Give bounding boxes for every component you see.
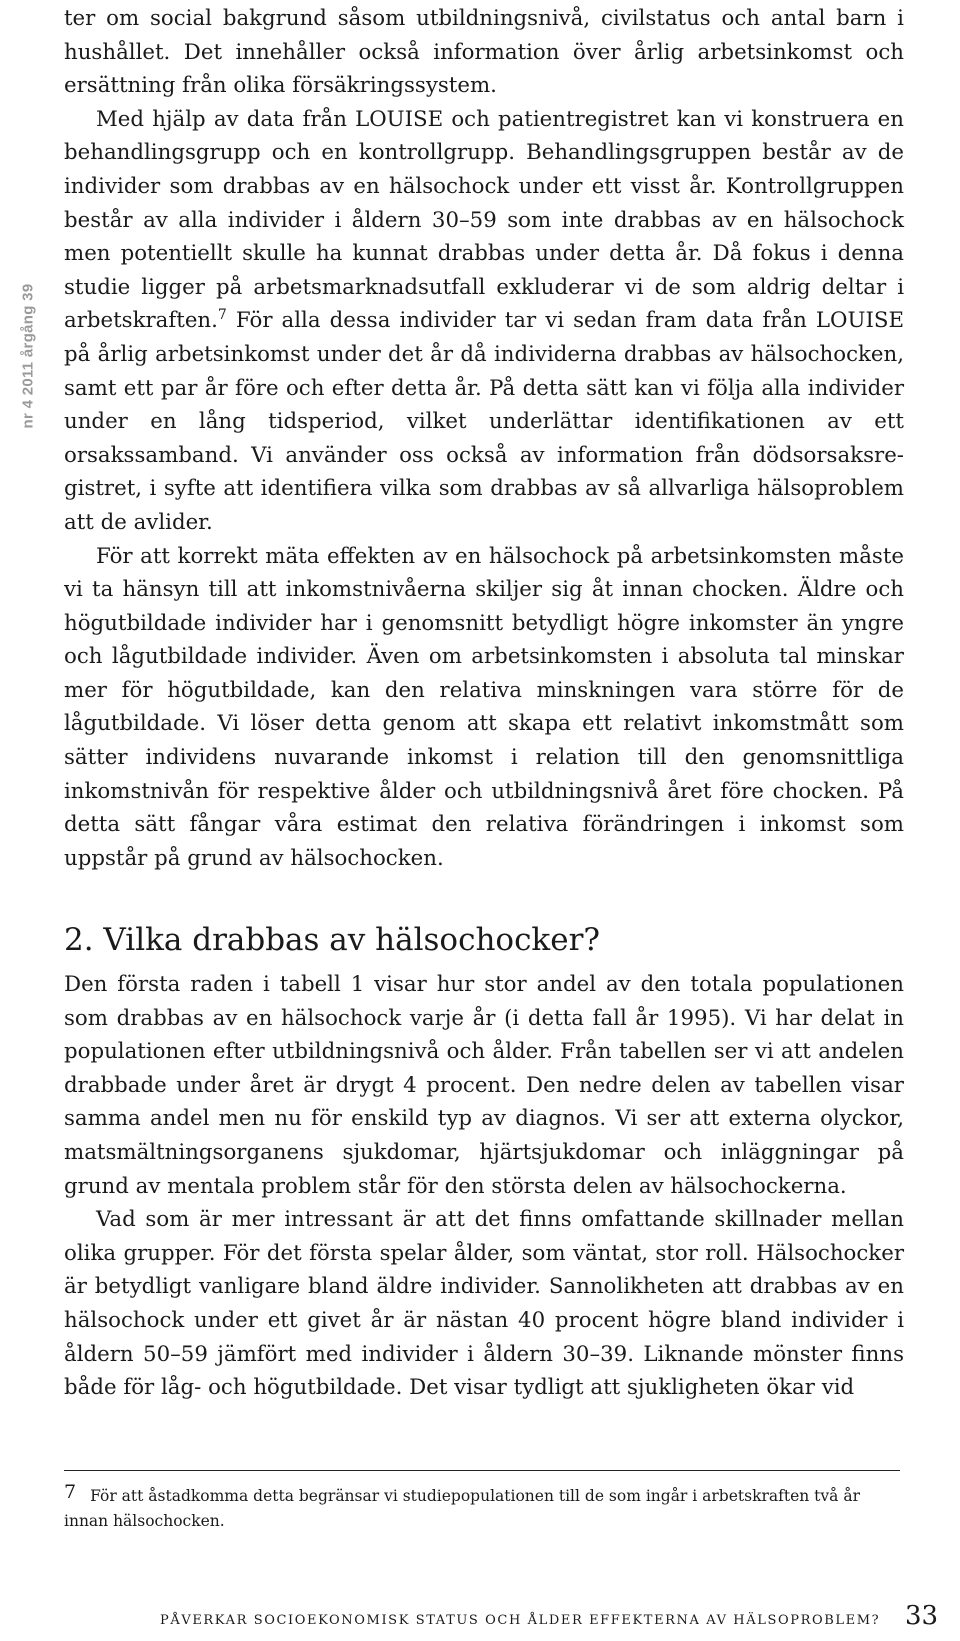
page-number: 33	[905, 1601, 939, 1631]
section-heading: 2. Vilka drabbas av hälsochocker?	[64, 922, 601, 958]
footnote-divider	[64, 1470, 900, 1471]
footnote	[64, 1480, 900, 1534]
paragraph-group-differences: Vad som är mer intressant är att det finns omfattande skillnader mellan olika grupper. För det första spelar ålder, som väntat, stor roll. Hälsochocker är betydligt vanligare bland äldre individer. Sannolikheten att drabbas av en hälsochock under ett givet år är nästan 40 procent högre bland individer i åldern 50–59 jämfört med individer i åldern 30–39. Liknande mönster finns både för låg- och högutbildade. Det visar tydligt att sjukligheten ökar vid	[64, 1207, 904, 1401]
paragraph-text-part: Med hjälp av data från LOUISE och patientregistret kan vi konstruera en behandlingsgrupp och en kontrollgrupp. Behandlingsgruppen består av de individer som drabbas av en hälsochock under ett visst år. Kontrollgruppen består av alla individer i åldern 30–59 som inte drabbas av en hälsochock men potentiellt skulle ha kunnat drabbas under detta år. Då fokus i denna studie ligger på arbetsmarknadsutfall exkluderar vi de som aldrig deltar i arbetskraften.	[64, 106, 904, 334]
paragraph-text-part: För alla dessa individer tar vi sedan fram data från LOUISE på årlig arbetsinkomst under det år då individerna drabbas av hälsochocken, samt ett par år före och efter detta år. På detta sätt kan vi följa alla individer under en lång tidsperiod, vilket underlättar identifikationen av ett orsakssamband. Vi använder oss också av information från dödsorsaksregistret, i syfte att identifiera vilka som drabbas av så allvarliga hälsoproblem att de avlider.	[64, 308, 904, 535]
running-footer: PÅVERKAR SOCIOEKONOMISK STATUS OCH ÅLDER EFFEKTERNA AV HÄLSOPROBLEM?	[160, 1613, 881, 1628]
footnote-text: För att åstadkomma detta begränsar vi studiepopulationen till de som ingår i arbetskraften två år innan hälsochocken.	[64, 1487, 860, 1530]
section-body	[64, 968, 904, 1405]
body-text-top	[64, 2, 904, 875]
footnote-reference[interactable]: 7	[217, 307, 227, 324]
journal-issue-label: nr 4 2011 årgång 39	[19, 283, 37, 429]
paragraph-continuation: ter om social bakgrund såsom utbildningsnivå, civilstatus och antal barn i hushållet. Det innehåller också information över årlig arbetsinkomst och ersättning från olika försäkringssystem.	[64, 6, 904, 99]
paragraph-table-intro: Den första raden i tabell 1 visar hur stor andel av den totala populationen som drabbas av en hälsochock varje år (i detta fall år 1995). Vi har delat in populationen efter utbildningsnivå och ålder. Från tabellen ser vi att andelen drabbade under året är drygt 4 procent. Den nedre delen av tabellen visar samma andel men nu för enskild typ av diagnos. Vi ser att externa olyckor, matsmältningsorganens sjukdomar, hjärtsjukdomar och inläggningar på grund av mentala problem står för den största delen av hälsochockerna.	[64, 972, 904, 1199]
footnote-number: 7	[64, 1481, 77, 1503]
paragraph-income-measure: För att korrekt mäta effekten av en hälsochock på arbetsinkomsten måste vi ta hänsyn till att inkomstnivåerna skiljer sig åt innan chocken. Äldre och högutbildade individer har i genomsnitt betydligt högre inkomster än yngre och lågutbildade individer. Även om arbetsinkomsten i absoluta tal minskar mer för högutbildade, kan den relativa minskningen vara större för de lågutbildade. Vi löser detta genom att skapa ett relativt inkomstmått som sätter individens nuvarande inkomst i relation till den genomsnittliga inkomstnivån för respektive ålder och utbildningsnivå året före chocken. På detta sätt fångar våra estimat den relativa förändringen i inkomst som uppstår på grund av hälsochocken.	[64, 543, 904, 871]
paragraph-data-method	[64, 103, 904, 540]
